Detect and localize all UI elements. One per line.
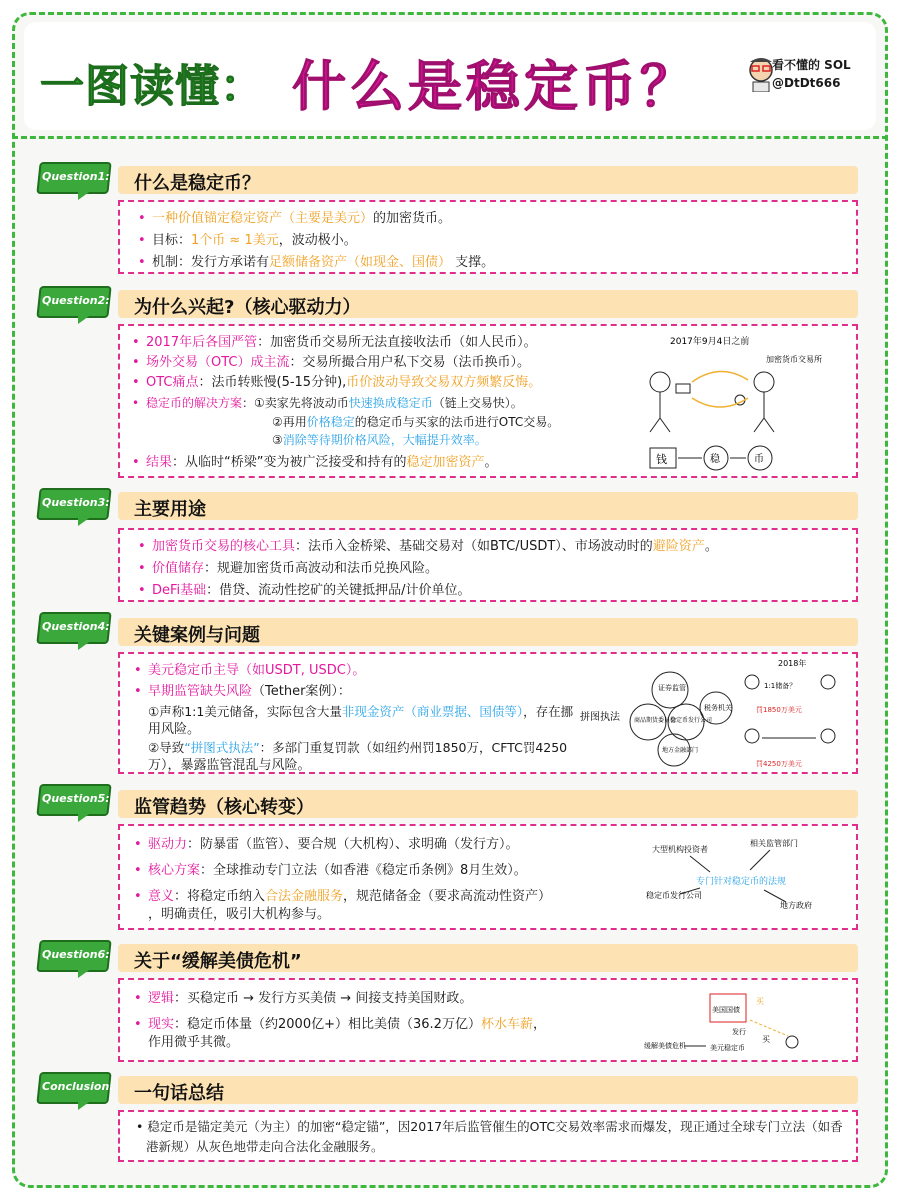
q6-sketch-buy: 买	[756, 997, 764, 1006]
author-handle: @DtDt666	[772, 76, 841, 90]
conclusion-line2: 港新规）从灰色地带走向合法化金融服务。	[146, 1139, 384, 1154]
q5-sketch-d: 稳定币发行公司	[646, 891, 702, 900]
q4-tag-text: Question4:	[42, 620, 110, 633]
q5-tag-text: Question5:	[42, 792, 110, 805]
q3-line1: • 加密货币交易的核心工具：法币入金桥梁、基础交易对（如BTC/USDT）、市场波动时的避险资产。	[152, 538, 718, 555]
q3-line3: • DeFi基础：借贷、流动性挖矿的关键抵押品/计价单位。	[152, 582, 471, 599]
q2-line2: • 场外交易（OTC）成主流：交易所撮合用户私下交易（法币换币）。	[146, 354, 530, 371]
q2-tag-text: Question2:	[42, 294, 110, 307]
q6-sketch-usd: 美元稳定币	[710, 1044, 745, 1052]
q4-sketch-q: 1:1储备？	[764, 682, 797, 690]
q4-line4: 用风险。	[148, 722, 201, 737]
q1-line2: • 目标：1个币 ≈ 1美元，波动极小。	[152, 232, 357, 249]
q2-line7: • 结果：从临时“桥梁”变为被广泛接受和持有的稳定加密资产。	[146, 454, 498, 471]
q6-sketch-relief: 缓解美债危机	[644, 1042, 686, 1050]
q2-box	[118, 324, 858, 478]
q5-line3: • 意义：将稳定币纳入合法金融服务，规范储备金（要求高流动性资产）	[148, 888, 551, 905]
q4-line6: 万），暴露监管混乱与风险。	[148, 758, 311, 773]
q5-tag	[38, 784, 110, 824]
q5-sketch-b: 相关监管部门	[750, 839, 798, 848]
q4-line1: • 美元稳定币主导（如USDT, USDC）。	[148, 662, 365, 679]
q4-tag	[38, 612, 110, 652]
author-name: 看不懂的 SOL	[772, 58, 851, 72]
q6-title-bar	[118, 944, 858, 972]
conclusion-line1: • 稳定币是锚定美元（为主）的加密“稳定锚”，因2017年后监管催生的OTC交易效率需求而爆发，现正通过全球专门立法（如香	[136, 1119, 843, 1134]
page-title: 什么是稳定币？	[292, 55, 698, 118]
q3-box	[118, 528, 858, 602]
conclusion-title-bar	[118, 1076, 858, 1104]
q2-sketch-money: 钱	[656, 453, 667, 466]
q4-sketch-c1: 证券监管	[658, 684, 686, 692]
q6-sketch-buy2: 买	[762, 1035, 770, 1044]
q6-bond-sketch	[640, 984, 850, 1062]
author	[772, 56, 851, 92]
q2-sketch-coin: 币	[754, 454, 764, 465]
q3-tag	[38, 488, 110, 528]
q4-title-bar	[118, 618, 858, 646]
q6-line2: • 现实：稳定币体量（约2000亿+）相比美债（36.2万亿）杯水车薪，	[148, 1016, 546, 1033]
q3-title-bar	[118, 492, 858, 520]
q4-line3: ①声称1:1美元储备，实际包含大量非现金资产（商业票据、国债等），存在挪	[148, 704, 574, 719]
q2-line6: ③消除等待期价格风险，大幅提升效率。	[272, 433, 487, 447]
q3-tag-text: Question3:	[42, 496, 110, 509]
q4-line2: • 早期监管缺失风险（Tether案例）：	[148, 683, 351, 700]
q5-sketch-c: 专门针对稳定币的法规	[696, 877, 787, 887]
q4-sketch-fine2: 罚4250万美元	[756, 760, 802, 768]
q6-line3: 作用微乎其微。	[148, 1035, 240, 1050]
q5-sketch-e: 地方政府	[780, 901, 812, 910]
q5-box	[118, 824, 858, 930]
q2-line1: • 2017年后各国严管：加密货币交易所无法直接收法币（如人民币）。	[146, 334, 537, 351]
q5-title-bar	[118, 790, 858, 818]
q4-sketch-c4: 税务机关	[704, 704, 732, 712]
q4-sketch-c3: 稳定币发行公司	[670, 717, 713, 724]
conclusion-title: 一句话总结	[134, 1083, 224, 1104]
q1-title: 什么是稳定币？	[134, 173, 260, 194]
q5-line4: ，明确责任，吸引大机构参与。	[148, 907, 331, 922]
q4-sketch-year: 2018年	[778, 659, 807, 668]
q4-title: 关键案例与问题	[134, 625, 260, 646]
q2-line4: • 稳定币的解决方案：①卖家先将波动币快速换成稳定币（链上交易快）。	[146, 395, 523, 412]
q6-title: 关于“缓解美债危机”	[134, 951, 302, 972]
q6-line1: • 逻辑：买稳定币 → 发行方买美债 → 间接支持美国财政。	[148, 990, 472, 1007]
q1-tag	[38, 162, 110, 202]
conclusion-tag-text: Conclusion:	[42, 1080, 114, 1093]
q5-legislation-sketch	[640, 832, 850, 928]
q1-tag-text: Question1:	[42, 170, 110, 183]
q6-box	[118, 978, 858, 1062]
q2-title: 为什么兴起?（核心驱动力）	[134, 297, 361, 318]
q2-line3: • OTC痛点：法币转账慢(5-15分钟),币价波动导致交易双方频繁反悔。	[146, 374, 541, 391]
q4-sketch-c2: 商品期货委员会	[634, 717, 677, 724]
q1-title-bar	[118, 166, 858, 194]
page-title-prefix: 一图读懂：	[40, 61, 265, 112]
q2-sketch-stable: 稳	[710, 454, 720, 465]
q4-sketch-c5: 地方金融部门	[662, 747, 699, 754]
q2-otc-sketch	[640, 332, 854, 478]
q4-sketch-fine1: 罚1850万美元	[756, 706, 802, 714]
q2-line5: ②再用价格稳定的稳定币与买家的法币进行OTC交易。	[272, 415, 560, 429]
header	[24, 22, 876, 130]
q5-line1: • 驱动力：防暴雷（监管）、要合规（大机构）、求明确（发行方）。	[148, 836, 519, 853]
q4-enforcement-sketch	[576, 656, 858, 774]
q1-line1: • 一种价值锚定稳定资产（主要是美元）的加密货币。	[152, 210, 451, 227]
q5-line2: • 核心方案：全球推动专门立法（如香港《稳定币条例》8月生效）。	[148, 862, 527, 879]
q2-tag	[38, 286, 110, 326]
q1-line3: • 机制：发行方承诺有足额储备资产（如现金、国债） 支撑。	[152, 254, 494, 271]
header-divider	[12, 136, 888, 139]
q6-sketch-issuer: 发行	[732, 1028, 746, 1036]
q5-title: 监管趋势（核心转变）	[134, 797, 314, 818]
q6-sketch-bond: 美国国债	[712, 1006, 740, 1014]
conclusion-tag	[38, 1072, 114, 1112]
q6-tag	[38, 940, 110, 980]
q4-sketch-jigsaw: 拼图执法	[580, 712, 620, 723]
q1-box	[118, 200, 858, 274]
q2-sketch-date: 2017年9月4日之前	[670, 337, 750, 347]
conclusion-box	[118, 1110, 858, 1162]
q3-title: 主要用途	[134, 499, 206, 520]
q5-sketch-a: 大型机构投资者	[652, 845, 708, 854]
q2-sketch-label: 加密货币交易所	[766, 355, 822, 364]
q4-box	[118, 652, 858, 774]
q6-tag-text: Question6:	[42, 948, 110, 961]
q3-line2: • 价值储存：规避加密货币高波动和法币兑换风险。	[152, 560, 438, 577]
q2-title-bar	[118, 290, 858, 318]
q4-line5: ②导致“拼图式执法”：多部门重复罚款（如纽约州罚1850万，CFTC罚4250	[148, 740, 568, 755]
